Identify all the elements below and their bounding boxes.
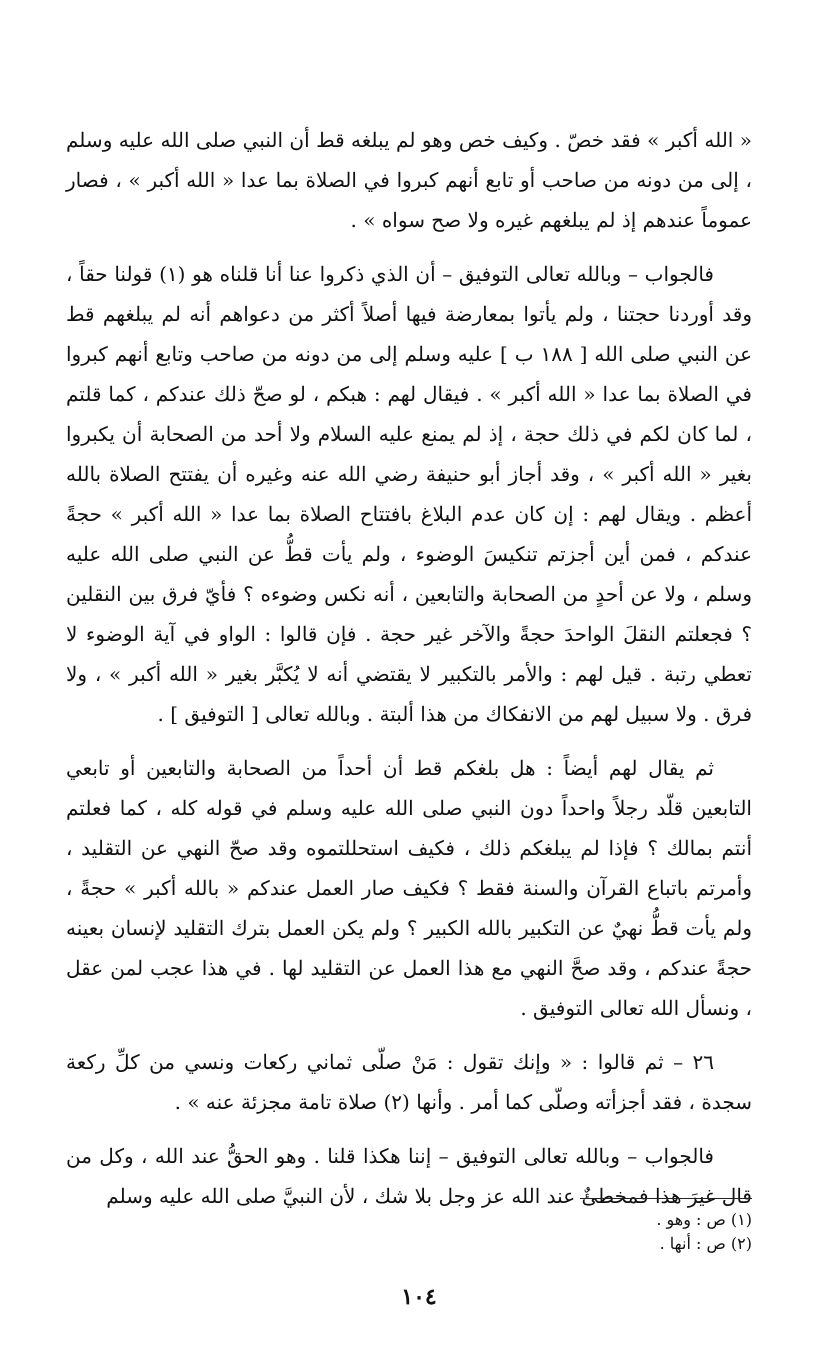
paragraph-taqlid-question: ثم يقال لهم أيضاً : هل بلغكم قط أن أحداً من الصحابة والتابعين أو تابعي التابعين قلّد رجلاً واحداً دون النبي صلى الله عليه وسلم في قوله كله ، كما فعلتم أنتم بمالك ؟ فإذا لم يبلغكم ذلك ، فكيف استحللتموه وقد صحّ النهي عن التقليد ، وأمرتم باتباع القرآن والسنة فقط ؟ فكيف صار العمل عندكم « بالله أكبر » حجةً ، ولم يأت قطُّ نهيٌ عن التكبير بالله الكبير ؟ ولم يكن العمل بترك التقليد لإنسان بعينه حجةً عندكم ، وقد صحَّ النهي مع هذا العمل عن التقليد لها . في هذا عجب لمن عقل ، ونسأل الله تعالى التوفيق . xyxy=(66,756,752,1020)
paragraph-item-26: ٢٦ – ثم قالوا : « وإنك تقول : مَنْ صلّى ثماني ركعات ونسي من كلِّ ركعة سجدة ، فقد أجزأته وصلّى كما أمر . وأنها (٢) صلاة تامة مجزئة عنه » . xyxy=(66,1050,752,1114)
footnote-1: (١) ص : وهو . xyxy=(656,1210,752,1229)
footnote-2: (٢) ص : أنها . xyxy=(659,1234,752,1253)
page-body xyxy=(66,120,752,1230)
footnote-divider xyxy=(580,1198,752,1199)
paragraph-reply-takbir: فالجواب – وبالله تعالى التوفيق – أن الذي ذكروا عنا أنا قلناه هو (١) قولنا حقاً ، وقد أوردنا حجتنا ، ولم يأتوا بمعارضة فيها أصلاً أكثر من دعواهم أنه لم يبلغهم قط عن النبي صلى الله [ ١٨٨ ب ] عليه وسلم إلى من دونه من صاحب وتابع أنهم كبروا في الصلاة بما عدا « الله أكبر » . فيقال لهم : هبكم ، لو صحّ ذلك عندكم ، كما قلتم ، لما كان لكم في ذلك حجة ، إذ لم يمنع عليه السلام ولا أحد من الصحابة أن يكبروا بغير « الله أكبر » ، وقد أجاز أبو حنيفة رضي الله عنه وغيره أن يفتتح الصلاة بالله أعظم . ويقال لهم : إن كان عدم البلاغ بافتتاح الصلاة بما عدا « الله أكبر » حجةً عندكم ، فمن أين أجزتم تنكيسَ الوضوء ، ولم يأت قطُّ عن النبي صلى الله عليه وسلم ، ولا عن أحدٍ من الصحابة والتابعين ، أنه نكس وضوءه ؟ فأيّ فرق بين النقلين ؟ فجعلتم النقلَ الواحدَ حجةً والآخر غير حجة . فإن قالوا : الواو في آية الوضوء لا تعطي رتبة . قيل لهم : والأمر بالتكبير لا يقتضي أنه لا يُكبَّر بغير « الله أكبر » ، ولا فرق . ولا سبيل لهم من الانفكاك من هذا ألبتة . وبالله تعالى [ التوفيق ] . xyxy=(66,262,753,726)
paragraph-reply-item-26: فالجواب – وبالله تعالى التوفيق – إننا هكذا قلنا . وهو الحقُّ عند الله ، وكل من قال غيرَ هذا فمخطئٌ عند الله عز وجل بلا شك ، لأن النبيَّ صلى الله عليه وسلم xyxy=(66,1144,752,1208)
paragraph-takbir-claim: « الله أكبر » فقد خصّ . وكيف خص وهو لم يبلغه قط أن النبي صلى الله عليه وسلم ، إلى من دونه من صاحب أو تابع أنهم كبروا في الصلاة بما عدا « الله أكبر » ، فصار عموماً عندهم إذ لم يبلغهم غيره ولا صح سواه » . xyxy=(66,128,752,232)
footnotes xyxy=(352,1208,752,1256)
page-number: ١٠٤ xyxy=(401,1284,437,1310)
